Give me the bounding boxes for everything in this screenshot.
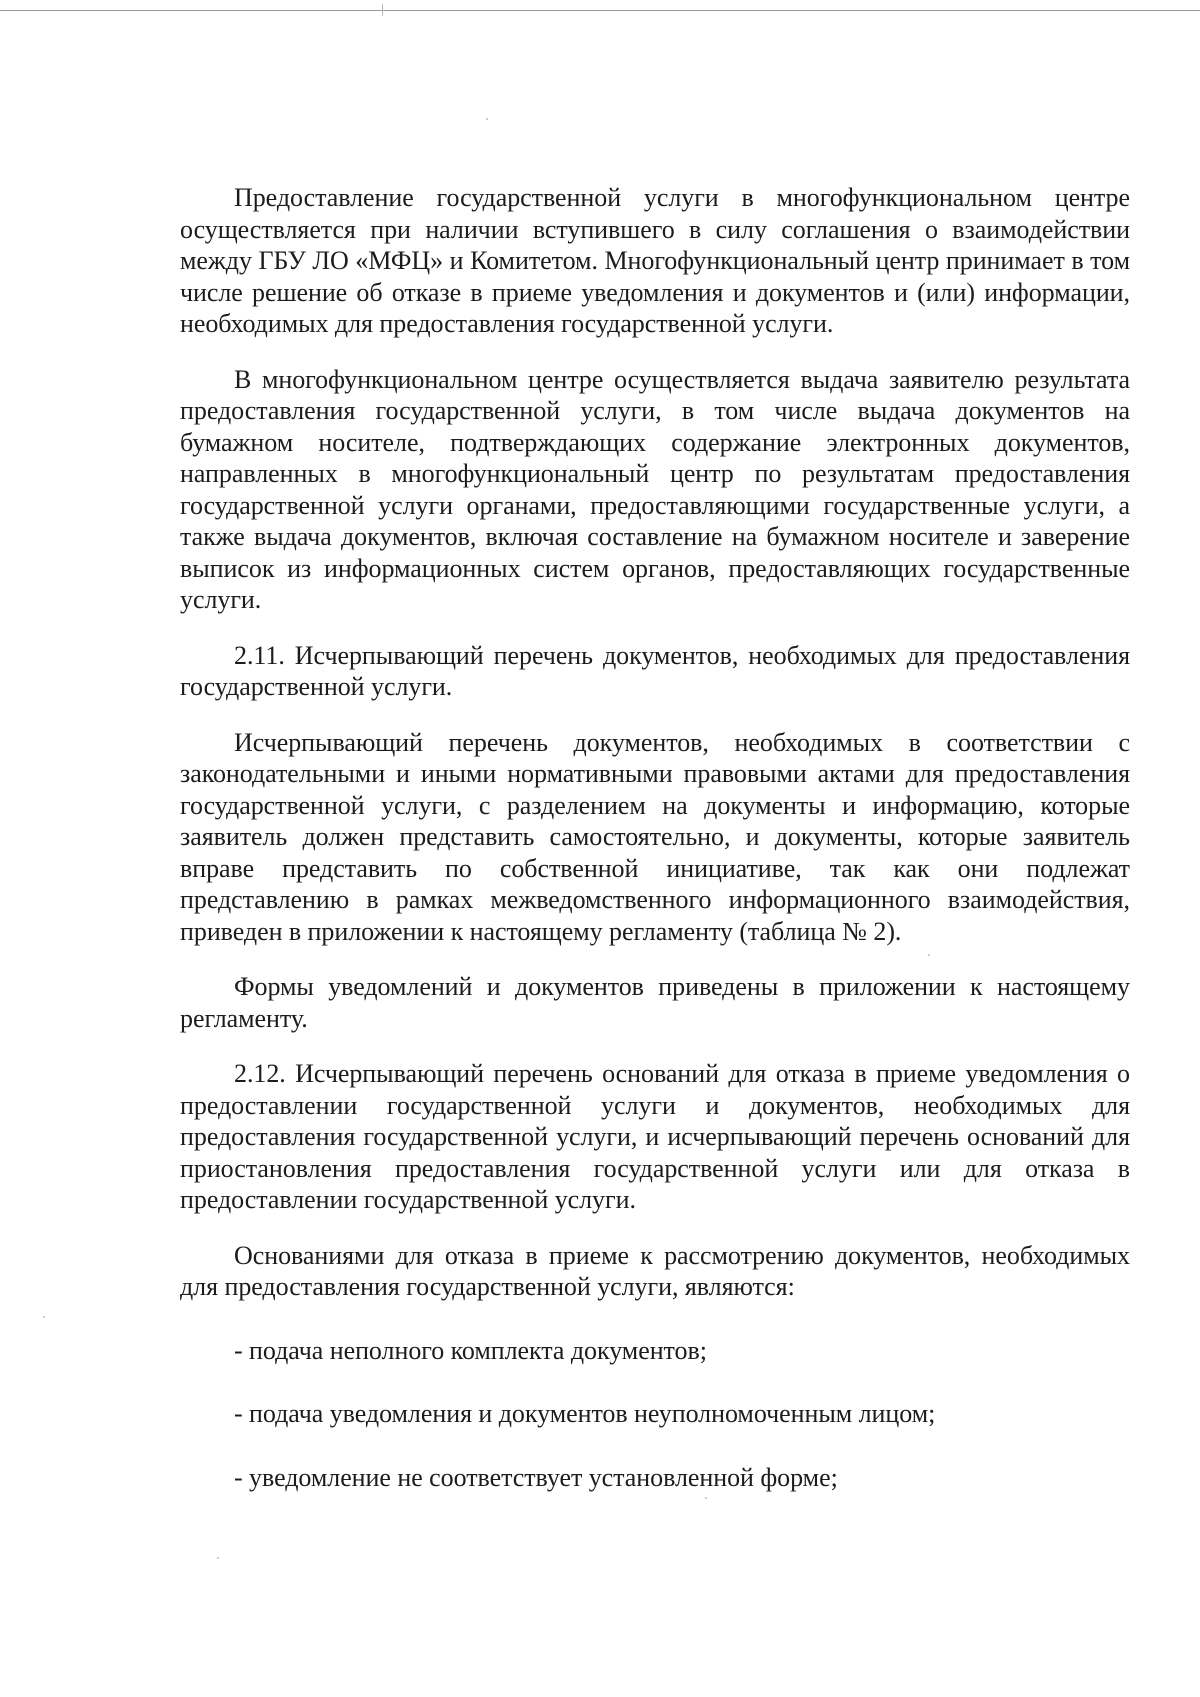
scan-speck [486, 118, 488, 120]
list-item-unauthorized-person: - подача уведомления и документов неуполномоченным лицом; [234, 1399, 936, 1428]
scan-speck [43, 1316, 45, 1318]
section-heading-2-11: 2.11. Исчерпывающий перечень документов, необходимых для предоставления государственной услуги. [180, 640, 1130, 701]
document-page [180, 182, 1130, 1493]
list-item-incomplete-set: - подача неполного комплекта документов; [234, 1335, 707, 1365]
paragraph-forms: Формы уведомлений и документов приведены в приложении к настоящему регламенту. [180, 972, 1130, 1033]
list-item-wrong-form: - уведомление не соответствует установленной форме; [234, 1462, 838, 1492]
scan-top-tick [382, 4, 383, 16]
paragraph-mfc-provision: Предоставление государственной услуги в многофункциональном центре осуществляется при наличии вступившего в силу соглашения о взаимодействии между ГБУ ЛО «МФЦ» и Комитетом. Многофункциональный центр принимает в том числе решение об отказе в приеме уведомления и документов и (или) информации, необходимых для предоставления государственной услуги. [180, 183, 1130, 338]
paragraph-refusal-grounds: Основаниями для отказа в приеме к рассмотрению документов, необходимых для предоставления государственной услуги, являются: [180, 1240, 1130, 1301]
paragraph-mfc-issuance: В многофункциональном центре осуществляется выдача заявителю результата предоставления государственной услуги, в том числе выдача документов на бумажном носителе, подтверждающих содержание электронных документов, направленных в многофункциональный центр по результатам предоставления государственной услуги органами, предоставляющими государственные услуги, а также выдача документов, включая составление на бумажном носителе и заверение выписок из информационных систем органов, предоставляющих государственные услуги. [180, 364, 1130, 614]
scan-speck [217, 1557, 219, 1559]
scan-speck [928, 954, 930, 956]
scan-speck [705, 1497, 707, 1499]
scan-top-border [0, 10, 1200, 11]
section-heading-2-12: 2.12. Исчерпывающий перечень оснований для отказа в приеме уведомления о предоставлении государственной услуги и документов, необходимых для предоставления государственной услуги, и исчерпывающий перечень оснований для приостановления предоставления государственной услуги или для отказа в предоставлении государственной услуги. [180, 1059, 1130, 1214]
paragraph-documents-list: Исчерпывающий перечень документов, необходимых в соответствии с законодательными и иными нормативными правовыми актами для предоставления государственной услуги, с разделением на документы и информацию, которые заявитель должен представить самостоятельно, и документы, которые заявитель вправе представить по собственной инициативе, так как они подлежат представлению в рамках межведомственного информационного взаимодействия, приведен в приложении к настоящему регламенту (таблица № 2). [180, 727, 1130, 946]
